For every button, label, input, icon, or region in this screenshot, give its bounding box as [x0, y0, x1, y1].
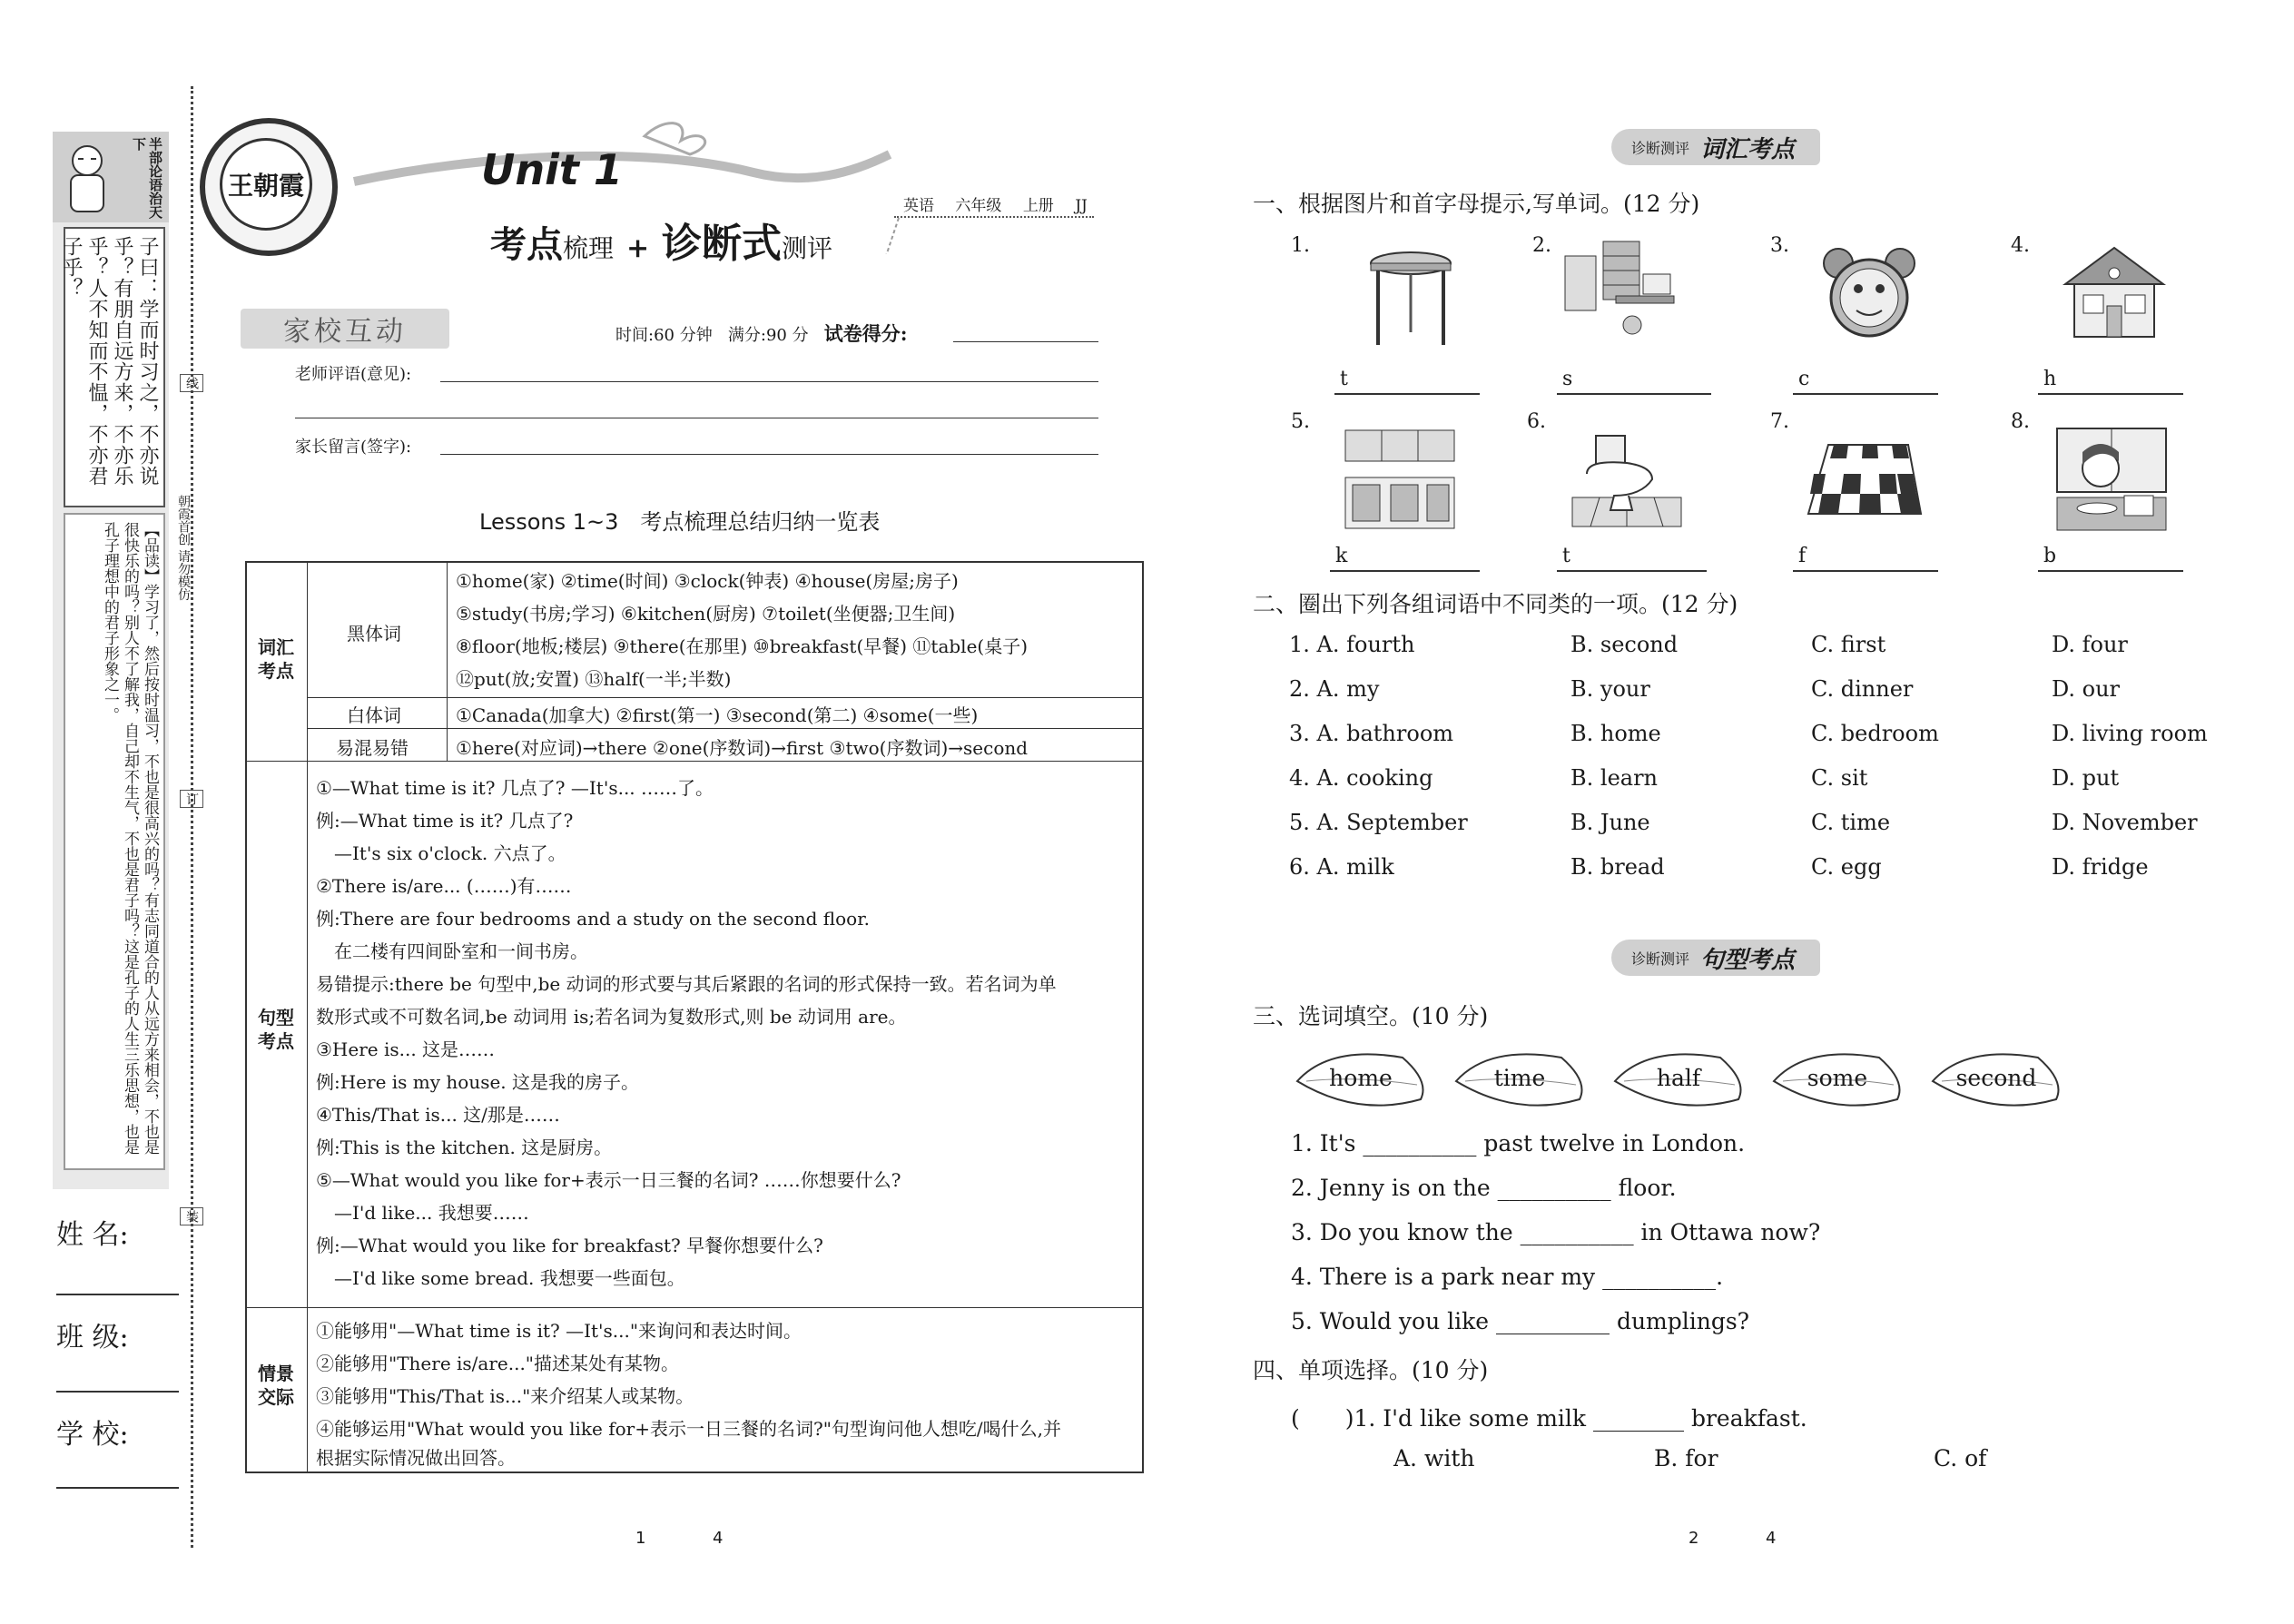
sentence-line: ④This/That is... 这/那是……	[316, 1104, 560, 1126]
q1-letter: t	[1562, 545, 1570, 567]
scene-label	[258, 1362, 294, 1409]
word-leaf	[1770, 1048, 1905, 1112]
sentence-label	[258, 1006, 294, 1053]
vocab-badge	[1611, 129, 1820, 165]
sentence-line: 例:Here is my house. 这是我的房子。	[316, 1071, 640, 1093]
sentence-line: 例:There are four bedrooms and a study on the second floor.	[316, 908, 870, 930]
word-leaf	[1452, 1048, 1587, 1112]
confuse-line: ①here(对应词)→there ②one(序数词)→first ③two(序数词)→second	[456, 737, 1029, 759]
q1-answer-field[interactable]	[1334, 368, 1480, 395]
right-page-count: 4	[1766, 1529, 1777, 1548]
subtitle-kaodian: 考点	[490, 223, 563, 266]
q1-num: 7.	[1770, 410, 1789, 433]
sidebar-title: 半部论语治天下	[131, 137, 163, 219]
class-field[interactable]	[56, 1391, 179, 1393]
study-icon	[1561, 238, 1678, 345]
q2-option[interactable]: B. home	[1570, 721, 1661, 746]
q1-letter: t	[1340, 368, 1348, 390]
word-half: half	[1656, 1065, 1701, 1091]
word-leaf	[1611, 1048, 1746, 1112]
quote-text: 子曰：学而时习之，不亦说乎？有朋自远方来，不亦乐乎？人不知而不愠，不亦君子乎？	[60, 236, 159, 487]
sentence-label-1: 句型	[258, 1007, 294, 1029]
vocab-badge-title: 词汇考点	[1700, 135, 1796, 163]
scene-line: 根据实际情况做出回答。	[316, 1447, 516, 1469]
q1-answer-field[interactable]	[1793, 545, 1938, 572]
sentence-line: —I'd like some bread. 我想要一些面包。	[316, 1267, 685, 1289]
word-leaf	[1294, 1048, 1428, 1112]
tag-grade: 六年级	[955, 197, 1002, 215]
side-mark-zhuang: 装	[180, 1207, 203, 1225]
table-icon	[1353, 245, 1469, 352]
word-home: home	[1329, 1065, 1393, 1091]
q2-option[interactable]: B. your	[1570, 676, 1650, 702]
q1-num: 5.	[1291, 410, 1310, 433]
grade-tags	[903, 192, 1104, 215]
q2-option[interactable]: C. dinner	[1811, 676, 1914, 702]
q2-option[interactable]: 4. A. cooking	[1289, 765, 1433, 791]
q1-num: 3.	[1770, 234, 1789, 257]
q4-option-b[interactable]: B. for	[1654, 1445, 1718, 1471]
word-some: some	[1807, 1065, 1868, 1091]
tag-edition: JJ	[1075, 197, 1088, 215]
sidebar-header	[53, 132, 169, 222]
kitchen-icon	[1342, 427, 1458, 534]
q2-option[interactable]: C. first	[1811, 632, 1886, 657]
row-line	[247, 1307, 1142, 1308]
col-divider	[307, 563, 308, 1471]
q1-letter: s	[1562, 368, 1573, 390]
q2-option[interactable]: 5. A. September	[1289, 810, 1468, 835]
q1-answer-field[interactable]	[1557, 545, 1707, 572]
q1-letter: f	[1798, 545, 1807, 567]
school-label: 学 校:	[56, 1419, 129, 1451]
q1-answer-field[interactable]	[1330, 545, 1480, 572]
left-page-count: 4	[713, 1529, 724, 1548]
bold-line: ⑫put(放;安置) ⑬half(一半;半数)	[456, 668, 732, 690]
bold-words-label: 黑体词	[347, 623, 401, 645]
confucius-icon	[58, 139, 116, 217]
name-label: 姓 名:	[56, 1219, 129, 1251]
bold-line: ⑧floor(地板;楼层) ⑨there(在那里) ⑩breakfast(早餐) ⑪table(桌子)	[456, 635, 1029, 657]
binding-line	[191, 86, 193, 1548]
home-school-banner: 家校互动	[241, 309, 449, 349]
tag-volume: 上册	[1022, 197, 1054, 215]
sentence-line: ①—What time is it? 几点了? —It's... ……了。	[316, 777, 714, 799]
side-mark-xian: 线	[180, 374, 203, 392]
vocab-badge-small: 诊断测评	[1631, 139, 1690, 157]
bold-line: ①home(家) ②time(时间) ③clock(钟表) ④house(房屋;房子)	[456, 570, 959, 592]
q1-num: 8.	[2011, 410, 2030, 433]
q1-answer-field[interactable]	[1557, 368, 1711, 395]
q2-option[interactable]: C. sit	[1811, 765, 1868, 791]
sentence-line: 例:This is the kitchen. 这是厨房。	[316, 1137, 613, 1158]
sentence-line: 例:—What would you like for breakfast? 早餐你想要什么?	[316, 1235, 823, 1256]
scene-line: ③能够用"This/That is..."来介绍某人或某物。	[316, 1385, 694, 1407]
white-words-label: 白体词	[347, 704, 401, 726]
q1-letter: h	[2043, 368, 2057, 390]
bold-line: ⑤study(书房;学习) ⑥kitchen(厨房) ⑦toilet(坐便器;卫生间)	[456, 603, 956, 625]
sentence-line: —It's six o'clock. 六点了。	[316, 842, 566, 864]
q1-letter: c	[1798, 368, 1810, 390]
q1-num: 6.	[1527, 410, 1546, 433]
col-divider-2	[447, 563, 448, 761]
page-subtitle	[490, 211, 832, 269]
word-second: second	[1955, 1065, 2037, 1091]
q3-item[interactable]: 5. Would you like __________ dumplings?	[1291, 1308, 1750, 1334]
left-page-number: 1	[635, 1529, 646, 1548]
q3-title: 三、选词填空。(10 分)	[1253, 1003, 1489, 1029]
tag-subject: 英语	[903, 197, 934, 215]
q2-option[interactable]: D. our	[2052, 676, 2121, 702]
sentence-badge-title: 句型考点	[1700, 946, 1796, 974]
vocab-label-1: 词汇	[258, 636, 294, 658]
sentence-label-2: 考点	[258, 1030, 294, 1052]
q4-option-c[interactable]: C. of	[1934, 1445, 1987, 1471]
lessons-title: Lessons 1~3 考点梳理总结归纳一览表	[479, 509, 881, 535]
q2-option[interactable]: 6. A. milk	[1289, 854, 1394, 880]
vocab-label-2: 考点	[258, 660, 294, 682]
row-line	[307, 728, 1142, 729]
breakfast-icon	[2053, 425, 2170, 532]
scene-line: ①能够用"—What time is it? —It's..."来询问和表达时间。	[316, 1320, 802, 1342]
word-leaf	[1929, 1048, 2063, 1112]
q2-option[interactable]: 3. A. bathroom	[1289, 721, 1454, 746]
row-line	[247, 761, 1142, 762]
sentence-line: 例:—What time is it? 几点了?	[316, 810, 574, 832]
q1-answer-field[interactable]	[1793, 368, 1938, 395]
full-score: 满分:90 分	[727, 326, 809, 345]
summary-table	[245, 561, 1144, 1473]
clock-icon	[1811, 243, 1927, 350]
q1-num: 2.	[1532, 234, 1551, 257]
q1-answer-field[interactable]	[2038, 545, 2183, 572]
sentence-line: ③Here is... 这是……	[316, 1038, 496, 1060]
sentence-line: ⑤—What would you like for+表示一日三餐的名词? ……你想要什么?	[316, 1169, 901, 1191]
scene-label-2: 交际	[258, 1386, 294, 1408]
sentence-line: —I'd like... 我想要……	[316, 1202, 529, 1224]
q3-item[interactable]: 2. Jenny is on the __________ floor.	[1291, 1175, 1677, 1201]
q2-option[interactable]: D. fridge	[2052, 854, 2149, 880]
row-line	[307, 697, 1142, 698]
q2-option[interactable]: 2. A. my	[1289, 676, 1380, 702]
q2-option[interactable]: B. bread	[1570, 854, 1665, 880]
word-time: time	[1493, 1065, 1546, 1091]
q2-option[interactable]: B. June	[1570, 810, 1650, 835]
q1-num: 1.	[1291, 234, 1310, 257]
name-field[interactable]	[56, 1294, 179, 1295]
q4-item[interactable]: ( )1. I'd like some milk ________ breakfast.	[1291, 1405, 1807, 1432]
q2-option[interactable]: D. put	[2052, 765, 2120, 791]
toilet-icon	[1569, 423, 1685, 530]
q4-option-a[interactable]: A. with	[1393, 1445, 1475, 1471]
q2-option[interactable]: B. second	[1570, 632, 1679, 657]
teacher-comment-label: 老师评语(意见):	[295, 365, 412, 384]
subtitle-zhenduanshi: 诊断式	[662, 221, 783, 267]
school-field[interactable]	[56, 1487, 179, 1489]
subtitle-plus: +	[625, 232, 650, 264]
pinread-text: 【品读】学习了，然后按时温习，不也是很高兴的吗？有志同道合的人从远方来相会，不也是很快乐的吗？别人不了解我，自己却不生气，不也是君子吗？这是孔子的人生三乐思想，也是孔子理想中的君子形象之一。	[101, 522, 159, 1155]
parent-comment-field[interactable]	[440, 454, 1098, 455]
floor-icon	[1807, 436, 1923, 543]
sentence-line: 在二楼有四间卧室和一间书房。	[316, 940, 588, 962]
q3-item[interactable]: 4. There is a park near my __________.	[1291, 1264, 1724, 1290]
score-label: 试卷得分:	[823, 322, 908, 345]
scene-label-1: 情景	[258, 1363, 294, 1384]
q1-letter: k	[1335, 545, 1348, 567]
q2-option[interactable]: 1. A. fourth	[1289, 632, 1415, 657]
q2-option[interactable]: C. bedroom	[1811, 721, 1939, 746]
subtitle-ceping: 测评	[782, 233, 833, 263]
q1-letter: b	[2043, 545, 2057, 567]
vocab-label	[258, 635, 294, 683]
teacher-comment-field[interactable]	[440, 381, 1098, 382]
q2-option[interactable]: D. November	[2052, 810, 2198, 835]
tags-underline	[894, 216, 1094, 218]
sentence-line: ②There is/are... (……)有……	[316, 875, 572, 897]
time-limit: 时间:60 分钟	[615, 326, 713, 345]
q3-item[interactable]: 3. Do you know the __________ in Ottawa now?	[1291, 1219, 1821, 1245]
right-page-number: 2	[1689, 1529, 1699, 1548]
scene-line: ④能够运用"What would you like for+表示一日三餐的名词?"句型询问他人想吃/喝什么,并	[316, 1418, 1062, 1440]
parent-comment-label: 家长留言(签字):	[295, 438, 412, 457]
class-label: 班 级:	[56, 1322, 129, 1353]
white-line: ①Canada(加拿大) ②first(第一) ③second(第二) ④some(一些)	[456, 704, 979, 726]
q2-option[interactable]: D. living room	[2052, 721, 2208, 746]
q1-num: 4.	[2011, 234, 2030, 257]
confuse-label: 易混易错	[336, 737, 409, 759]
q1-answer-field[interactable]	[2038, 368, 2183, 395]
scene-line: ②能够用"There is/are..."描述某处有某物。	[316, 1353, 679, 1374]
sentence-line: 易错提示:there be 句型中,be 动词的形式要与其后紧跟的名词的形式保持一致。若名词为单	[316, 973, 1057, 995]
q4-title: 四、单项选择。(10 分)	[1253, 1357, 1489, 1383]
house-icon	[2056, 241, 2172, 348]
q3-item[interactable]: 1. It's __________ past twelve in London.	[1291, 1130, 1746, 1156]
exam-meta	[615, 320, 908, 347]
q2-option[interactable]: B. learn	[1570, 765, 1659, 791]
copyright-note: 朝霞首创 请勿模仿	[176, 495, 191, 601]
q2-option[interactable]: D. four	[2052, 632, 2128, 657]
side-mark-ding: 订	[180, 790, 203, 808]
quote-box	[60, 227, 165, 507]
score-field[interactable]	[953, 341, 1098, 342]
unit-title: Unit 1	[481, 145, 623, 194]
brand-logo-text: 王朝霞	[220, 138, 312, 231]
pinread-box	[64, 513, 165, 1170]
sentence-badge-small: 诊断测评	[1631, 950, 1690, 968]
subtitle-shuli: 梳理	[563, 233, 615, 263]
q2-option[interactable]: C. egg	[1811, 854, 1882, 880]
sentence-badge	[1611, 940, 1820, 976]
brand-logo	[200, 118, 338, 256]
q1-title: 一、根据图片和首字母提示,写单词。(12 分)	[1253, 191, 1700, 217]
sentence-line: 数形式或不可数名词,be 动词用 is;若名词为复数形式,则 be 动词用 are。	[316, 1006, 907, 1028]
q2-option[interactable]: C. time	[1811, 810, 1891, 835]
q2-title: 二、圈出下列各组词语中不同类的一项。(12 分)	[1253, 591, 1738, 617]
